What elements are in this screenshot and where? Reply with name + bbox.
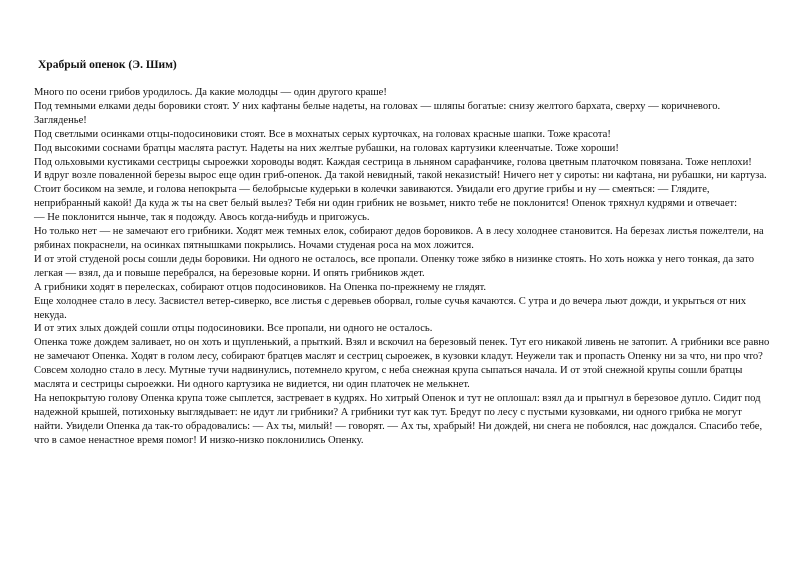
paragraph: Опенка тоже дождем заливает, но он хоть и щупленький, а прыткий. Взял и вскочил на березовый пенек. Тут его никакой ливень не затопит. А грибники все равно не замечают Опенка. Ходят в голом лесу, собирают братцев маслят и сестриц сыроежек, в кузовки кладут. Неужели так и пропасть Опенку ни за что, ни про что? [34,337,770,363]
paragraph: Под ольховыми кустиками сестрицы сыроежки хороводы водят. Каждая сестрица в льняном сарафанчике, голова цветным платочком повязана. Тоже неплохи! [34,156,752,168]
document-title: Храбрый опенок (Э. Шим) [38,59,177,71]
paragraph: Но только нет — не замечают его грибники. Ходят меж темных елок, собирают дедов боровиков. А в лесу холоднее становится. На березах листья пожелтели, на рябинах покраснели, на осинках пятнышками покрылись. Ночами студеная роса на мох ложится. [34,226,764,251]
paragraph: Под высокими соснами братцы маслята растут. Надеты на них желтые рубашки, на головах картузики клеенчатые. Тоже хороши! [34,142,619,154]
paragraph: А грибники ходят в перелесках, собирают отцов подосиновиков. На Опенка по-прежнему не глядят. [34,281,487,293]
paragraph: Под темными елками деды боровики стоят. У них кафтаны белые надеты, на головах — шляпы богатые: снизу желтого бархата, сверху — коричневого. Загляденье! [34,100,721,126]
paragraph: Под светлыми осинками отцы-подосиновики стоят. Все в мохнатых серых курточках, на головах красные шапки. Тоже красота! [34,128,611,140]
paragraph: На непокрытую голову Опенка крупа тоже сыплется, застревает в кудрях. Но хитрый Опенок и тут не оплошал: взял да и прыгнул в березовое дупло. Сидит под надежной крышей, потихоньку выглядывает: не идут ли грибники? А грибники тут как тут. Бредут по лесу с пустыми кузовками, ни одного грибка не могут найти. Увидели Опенка да так-то обрадовались: — Ах ты, милый! — говорят. — Ах ты, храбрый! Ни дождей, ни снега не побоялся, нас дождался. Спасибо тебе, что в самое ненастное время помог! И низко-низко поклонились Опенку. [34,392,763,446]
paragraph: И от этих злых дождей сошли отцы подосиновики. Все пропали, ни одного не осталось. [34,323,433,335]
paragraph: И вдруг возле поваленной березы вырос еще один гриб-опенок. Да такой невидный, такой неказистый! Ничего нет у сироты: ни кафтана, ни рубашки, ни картуза. Стоит босиком на земле, и голова непокрыта — белобрысые кудерьки в колечки завиваются. Увидали его другие грибы и ну — смеяться: — Глядите, неприбранный какой! Да куда ж ты на свет белый вылез? Тебя ни один грибник не возьмет, никто тебе не поклонится! Опенок тряхнул кудрями и отвечает: [34,170,767,210]
paragraph: Совсем холодно стало в лесу. Мутные тучи надвинулись, потемнело кругом, с неба снежная крупа сыпаться начала. И от этой снежной крупы сошли братцы маслята и сестрицы сыроежки. Ни одного картузика не видиется, ни один платочек не мелькнет. [34,365,743,391]
paragraph: Много по осени грибов уродилось. Да какие молодцы — один другого краше! [34,87,387,98]
paragraph: Еще холоднее стало в лесу. Засвистел ветер-сиверко, все листья с деревьев оборвал, голые сучья качаются. С утра и до вечера льют дожди, и укрыться от них некуда. [34,295,747,321]
document-body [34,86,772,448]
paragraph: — Не поклонится нынче, так я подожду. Авось когда-нибудь и пригожусь. [34,212,370,224]
paragraph: И от этой студеной росы сошли деды боровики. Ни одного не осталось, все пропали. Опенку тоже зябко в низинке стоять. Но хоть ножка у него тонкая, да зато легкая — взял, да и повыше перебрался, на березовые корни. И опять грибников ждет. [34,253,755,279]
document-page [34,58,772,448]
